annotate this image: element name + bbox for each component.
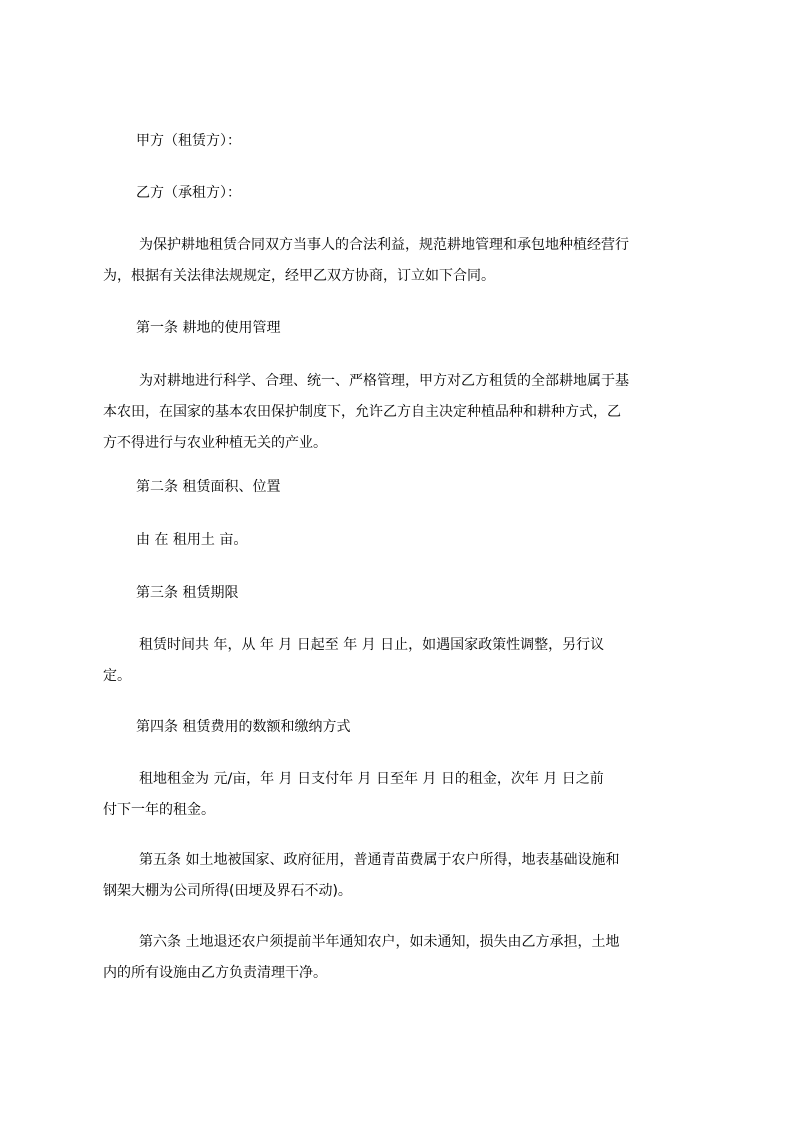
article-1-line: 本农田，在国家的基本农田保护制度下，允许乙方自主决定种植品种和耕种方式，乙	[103, 404, 621, 420]
article-4-title: 第四条 租赁费用的数额和缴纳方式	[136, 719, 351, 735]
article-1-line: 方不得进行与农业种植无关的产业。	[103, 435, 327, 451]
article-6-line: 第六条 土地退还农户须提前半年通知农户，如未通知，损失由乙方承担，土地	[139, 934, 620, 950]
party-b-label: 乙方（承租方）：	[136, 185, 241, 201]
preamble-paragraph	[103, 230, 703, 292]
party-a-label: 甲方（租赁方）：	[136, 133, 241, 149]
article-6-line: 内的所有设施由乙方负责清理干净。	[103, 965, 327, 981]
article-1-body	[103, 366, 703, 459]
article-5-paragraph	[103, 845, 703, 907]
article-5-line: 钢架大棚为公司所得(田埂及界石不动)。	[103, 883, 352, 899]
preamble-line: 为，根据有关法律法规规定，经甲乙双方协商，订立如下合同。	[103, 268, 495, 284]
article-4-line: 付下一年的租金。	[103, 802, 215, 818]
article-1-line: 为对耕地进行科学、合理、统一、严格管理，甲方对乙方租赁的全部耕地属于基	[139, 373, 629, 389]
article-5-line: 第五条 如土地被国家、政府征用，普通青苗费属于农户所得，地表基础设施和	[139, 852, 620, 868]
article-1-title: 第一条 耕地的使用管理	[136, 320, 281, 336]
article-3-line: 租赁时间共 年，从 年 月 日起至 年 月 日止，如遇国家政策性调整，另行议	[139, 637, 605, 653]
article-2-body: 由 在 租用土 亩。	[136, 532, 248, 548]
article-4-body	[103, 764, 703, 826]
article-3-title: 第三条 租赁期限	[136, 585, 239, 601]
preamble-line: 为保护耕地租赁合同双方当事人的合法利益，规范耕地管理和承包地种植经营行	[139, 237, 629, 253]
article-3-body	[103, 630, 703, 692]
article-3-line: 定。	[103, 668, 131, 684]
article-6-paragraph	[103, 927, 703, 989]
article-2-title: 第二条 租赁面积、位置	[136, 479, 281, 495]
article-4-line: 租地租金为 元/亩，年 月 日支付年 月 日至年 月 日的租金，次年 月 日之前	[139, 771, 604, 787]
